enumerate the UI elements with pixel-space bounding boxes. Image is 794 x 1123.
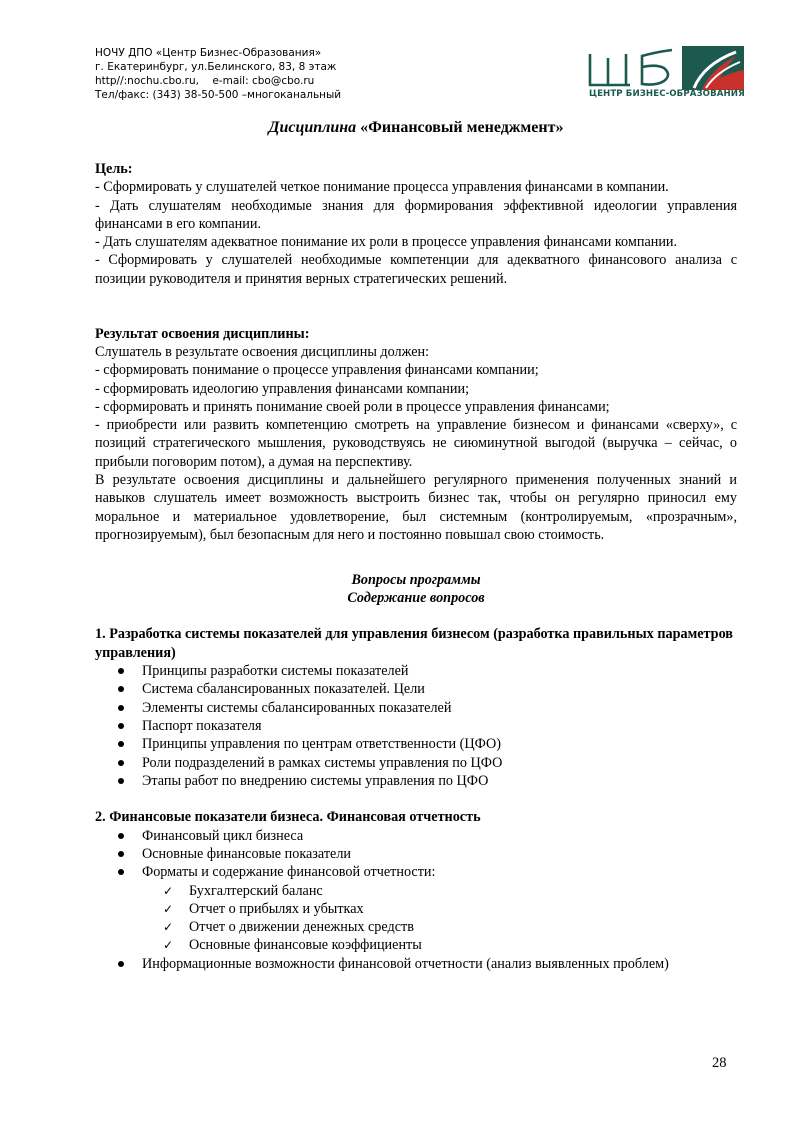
goal-item: - Дать слушателям адекватное понимание их роли в процессе управления финансами компании. (95, 234, 678, 251)
list-item: Информационные возможности финансовой отчетности (анализ выявленных проблем) (142, 955, 737, 973)
section-1-list (95, 662, 737, 790)
list-item: Финансовый цикл бизнеса (142, 827, 737, 845)
list-item: Элементы системы сбалансированных показателей (142, 699, 737, 717)
program-heading: Вопросы программы (351, 571, 481, 588)
result-item: - сформировать и принять понимание своей роли в процессе управления финансами; (95, 398, 610, 415)
result-heading: Результат освоения дисциплины: (95, 325, 310, 342)
list-item: Принципы управления по центрам ответственности (ЦФО) (142, 735, 737, 753)
check-item: ✓ Бухгалтерский баланс (163, 882, 323, 899)
program-section-title: 2. Финансовые показатели бизнеса. Финансовая отчетность (95, 809, 481, 826)
bullet-icon (118, 686, 124, 692)
goal-item: - Дать слушателям необходимые знания для формирования эффективной идеологии управления финансами в его компании. (95, 197, 737, 232)
list-item: Принципы разработки системы показателей (142, 662, 737, 680)
bullet-icon (118, 778, 124, 784)
document-body (95, 117, 737, 973)
list-item: Форматы и содержание финансовой отчетности: ✓ Бухгалтерский баланс ✓ Отчет о прибылях и убытках ✓ Отчет о движении денежных средств ✓ Основные финансовые коэффициенты (142, 863, 737, 954)
bullet-icon (118, 705, 124, 711)
program-section-title: 1. Разработка системы показателей для управления бизнесом (разработка правильных параметров управления) (95, 626, 733, 661)
bullet-icon (118, 760, 124, 766)
title-prefix: Дисциплина (268, 119, 357, 136)
check-item: ✓ Отчет о движении денежных средств (163, 919, 414, 936)
bullet-icon (118, 869, 124, 875)
bullet-icon (118, 851, 124, 857)
organization-info (95, 46, 341, 102)
result-summary: В результате освоения дисциплины и дальнейшего регулярного применения полученных знаний и навыков слушатель имеет возможность выстроить бизнес так, чтобы он регулярно приносил ему моральное и материальное удовлетворение, был системным (контролируемым, «прозрачным», прогнозируемым), был безопасным для него и постоянно повышал свою стоимость. (95, 472, 737, 543)
checkmark-icon: ✓ (163, 901, 174, 916)
list-item: Этапы работ по внедрению системы управления по ЦФО (142, 772, 737, 790)
result-item: - приобрести или развить компетенцию смотреть на управление бизнесом и финансами «сверху», с позиций стратегического мышления, руководствуясь не сиюминутной выгодой (выручка – сейчас, о прибыли поговорим потом), а думая на перспективу. (95, 417, 737, 470)
list-item: Система сбалансированных показателей. Цели (142, 680, 737, 698)
org-address: г. Екатеринбург, ул.Белинского, 83, 8 этаж (95, 61, 337, 73)
goal-item: - Сформировать у слушателей необходимые компетенции для адекватного финансового анализа с позиции руководителя и принятия верных стратегических решений. (95, 252, 737, 287)
result-intro: Слушатель в результате освоения дисциплины должен: (95, 343, 430, 360)
result-item: - сформировать понимание о процессе управления финансами компании; (95, 362, 539, 379)
list-item: Паспорт показателя (142, 717, 737, 735)
logo-caption: ЦЕНТР БИЗНЕС-ОБРАЗОВАНИЯ (589, 89, 745, 99)
page-number: 28 (712, 1055, 727, 1071)
goal-item: - Сформировать у слушателей четкое понимание процесса управления финансами в компании. (95, 179, 669, 196)
checkmark-icon: ✓ (163, 883, 174, 898)
check-item: ✓ Основные финансовые коэффициенты (163, 937, 422, 954)
bullet-icon (118, 741, 124, 747)
report-formats-list (142, 882, 737, 955)
bullet-icon (118, 833, 124, 839)
checkmark-icon: ✓ (163, 938, 174, 953)
program-subheading: Содержание вопросов (347, 589, 485, 606)
check-item: ✓ Отчет о прибылях и убытках (163, 900, 364, 917)
checkmark-icon: ✓ (163, 920, 174, 935)
page-title (95, 117, 737, 139)
bullet-icon (118, 723, 124, 729)
title-discipline-name: «Финансовый менеджмент» (360, 119, 564, 136)
org-name: НОЧУ ДПО «Центр Бизнес-Образования» (95, 47, 322, 59)
list-item: Роли подразделений в рамках системы управления по ЦФО (142, 754, 737, 772)
org-web-email: http//:nochu.cbo.ru, e-mail: cbo@cbo.ru (95, 75, 315, 87)
result-item: - сформировать идеологию управления финансами компании; (95, 380, 470, 397)
org-phone: Тел/факс: (343) 38-50-500 –многоканальный (95, 89, 342, 101)
bullet-icon (118, 668, 124, 674)
bullet-icon (118, 961, 124, 967)
list-item: Основные финансовые показатели (142, 845, 737, 863)
goal-heading: Цель: (95, 161, 133, 177)
section-2-list (95, 827, 737, 973)
